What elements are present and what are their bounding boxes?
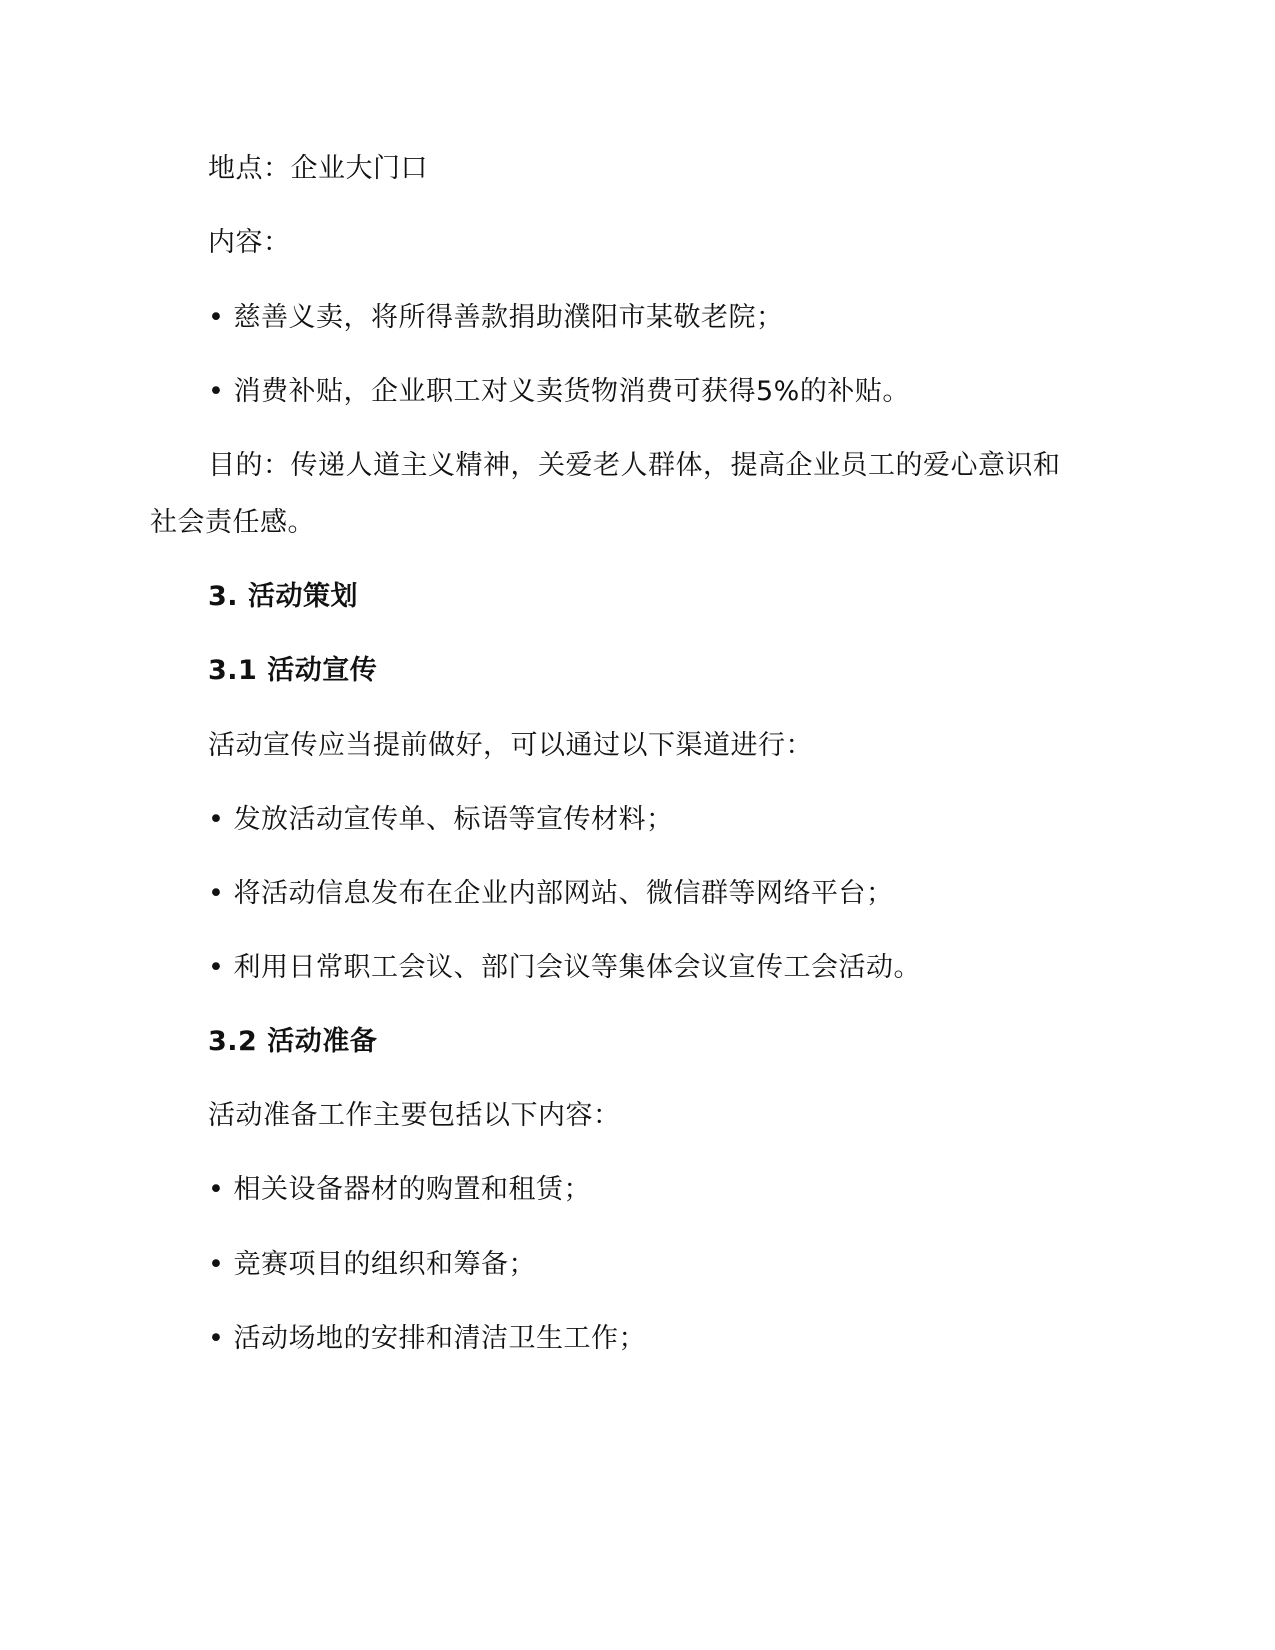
- purpose-line-1: 目的：传递人道主义精神，关爱老人群体，提高企业员工的爱心意识和: [208, 450, 1061, 481]
- paragraph: 活动宣传应当提前做好，可以通过以下渠道进行：: [208, 730, 813, 761]
- list-item: • 慈善义卖，将所得善款捐助濮阳市某敬老院；: [208, 302, 784, 333]
- content-label: 内容：: [208, 227, 291, 258]
- list-item: • 发放活动宣传单、标语等宣传材料；: [208, 804, 674, 835]
- list-item: • 竞赛项目的组织和筹备；: [208, 1249, 537, 1280]
- section-heading: 3. 活动策划: [208, 581, 358, 612]
- list-item: • 活动场地的安排和清洁卫生工作；: [208, 1323, 647, 1354]
- subsection-heading: 3.1 活动宣传: [208, 655, 378, 686]
- list-item: • 利用日常职工会议、部门会议等集体会议宣传工会活动。: [208, 952, 922, 983]
- list-item: • 相关设备器材的购置和租赁；: [208, 1174, 592, 1205]
- location-line: 地点：企业大门口: [208, 153, 428, 184]
- list-item: • 消费补贴，企业职工对义卖货物消费可获得5%的补贴。: [208, 376, 910, 407]
- subsection-heading: 3.2 活动准备: [208, 1026, 378, 1057]
- list-item: • 将活动信息发布在企业内部网站、微信群等网络平台；: [208, 878, 894, 909]
- purpose-line-2: 社会责任感。: [150, 507, 315, 538]
- paragraph: 活动准备工作主要包括以下内容：: [208, 1100, 621, 1131]
